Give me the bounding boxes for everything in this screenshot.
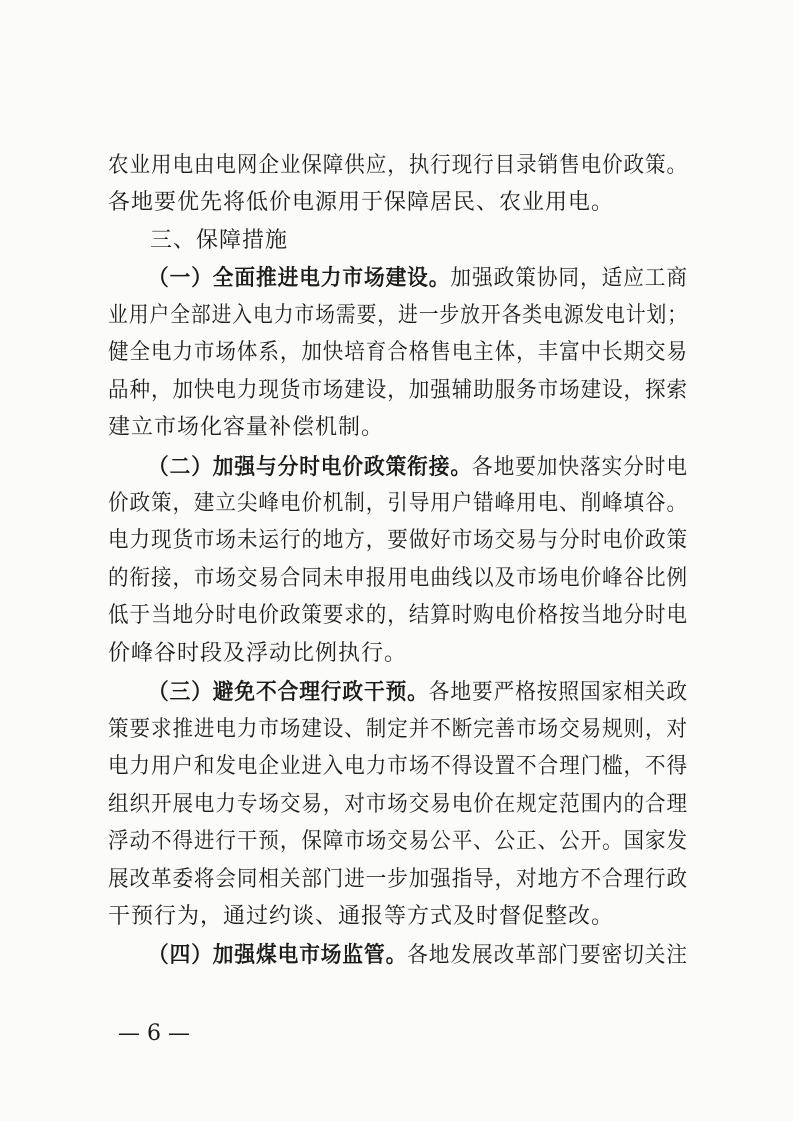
line-text: 各地要加快落实分时电 <box>471 455 688 480</box>
paragraph-heading: （二）加强与分时电价政策衔接。 <box>148 454 472 480</box>
text-line <box>148 453 793 481</box>
text-line <box>108 490 793 518</box>
line-text: 的衔接，市场交易合同未申报用电曲线以及市场电价峰谷比例 <box>108 566 688 591</box>
text-line <box>108 602 793 630</box>
section-heading <box>150 227 793 255</box>
line-text: 策要求推进电力市场建设、制定并不断完善市场交易规则，对 <box>108 717 688 742</box>
text-line <box>108 903 793 931</box>
line-text: 建立市场化容量补偿机制。 <box>108 415 385 440</box>
line-text: 各地要严格按照国家相关政 <box>428 680 688 705</box>
text-line <box>108 753 793 781</box>
text-line <box>108 640 793 668</box>
text-line <box>108 189 793 217</box>
page-number: — 6 — <box>118 1021 190 1046</box>
line-text: 业用户全部进入电力市场需要，进一步放开各类电源发电计划； <box>108 303 688 328</box>
line-text: 浮动不得进行干预，保障市场交易公平、公正、公开。国家发 <box>108 829 688 854</box>
text-line <box>108 527 793 555</box>
line-text: 电力用户和发电企业进入电力市场不得设置不合理门槛，不得 <box>108 754 688 779</box>
line-text: 各地发展改革部门要密切关注 <box>407 943 688 968</box>
text-line <box>148 264 793 292</box>
text-line <box>108 377 793 405</box>
text-line <box>108 339 793 367</box>
paragraph-heading: （四）加强煤电市场监管。 <box>148 942 408 968</box>
line-text: 价政策，建立尖峰电价机制，引导用户错峰用电、削峰填谷。 <box>108 491 688 516</box>
text-line <box>148 678 793 706</box>
paragraph-heading: （一）全面推进电力市场建设。 <box>148 265 451 291</box>
line-text: 干预行为，通过约谈、通报等方式及时督促整改。 <box>108 904 615 929</box>
line-text: 组织开展电力专场交易，对市场交易电价在规定范围内的合理 <box>108 792 688 817</box>
line-text: 品种，加快电力现货市场建设，加强辅助服务市场建设，探索 <box>108 378 688 403</box>
line-text: 各地要优先将低价电源用于保障居民、农业用电。 <box>108 190 615 215</box>
text-line <box>108 414 793 442</box>
paragraph-heading: （三）避免不合理行政干预。 <box>148 679 429 705</box>
line-text: 三、保障措施 <box>150 228 289 253</box>
text-line <box>108 866 793 894</box>
line-text: 农业用电由电网企业保障供应，执行现行目录销售电价政策。 <box>108 153 688 178</box>
text-line <box>148 941 793 969</box>
text-line <box>108 716 793 744</box>
line-text: 价峰谷时段及浮动比例执行。 <box>108 641 408 666</box>
line-text: 健全电力市场体系，加快培育合格售电主体，丰富中长期交易 <box>108 340 688 365</box>
text-line <box>108 565 793 593</box>
text-line <box>108 152 793 180</box>
text-line <box>108 302 793 330</box>
line-text: 低于当地分时电价政策要求的，结算时购电价格按当地分时电 <box>108 603 688 628</box>
line-text: 展改革委将会同相关部门进一步加强指导，对地方不合理行政 <box>108 867 688 892</box>
text-line <box>108 828 793 856</box>
line-text: 电力现货市场未运行的地方，要做好市场交易与分时电价政策 <box>108 528 688 553</box>
text-line <box>108 791 793 819</box>
line-text: 加强政策协同，适应工商 <box>450 266 688 291</box>
